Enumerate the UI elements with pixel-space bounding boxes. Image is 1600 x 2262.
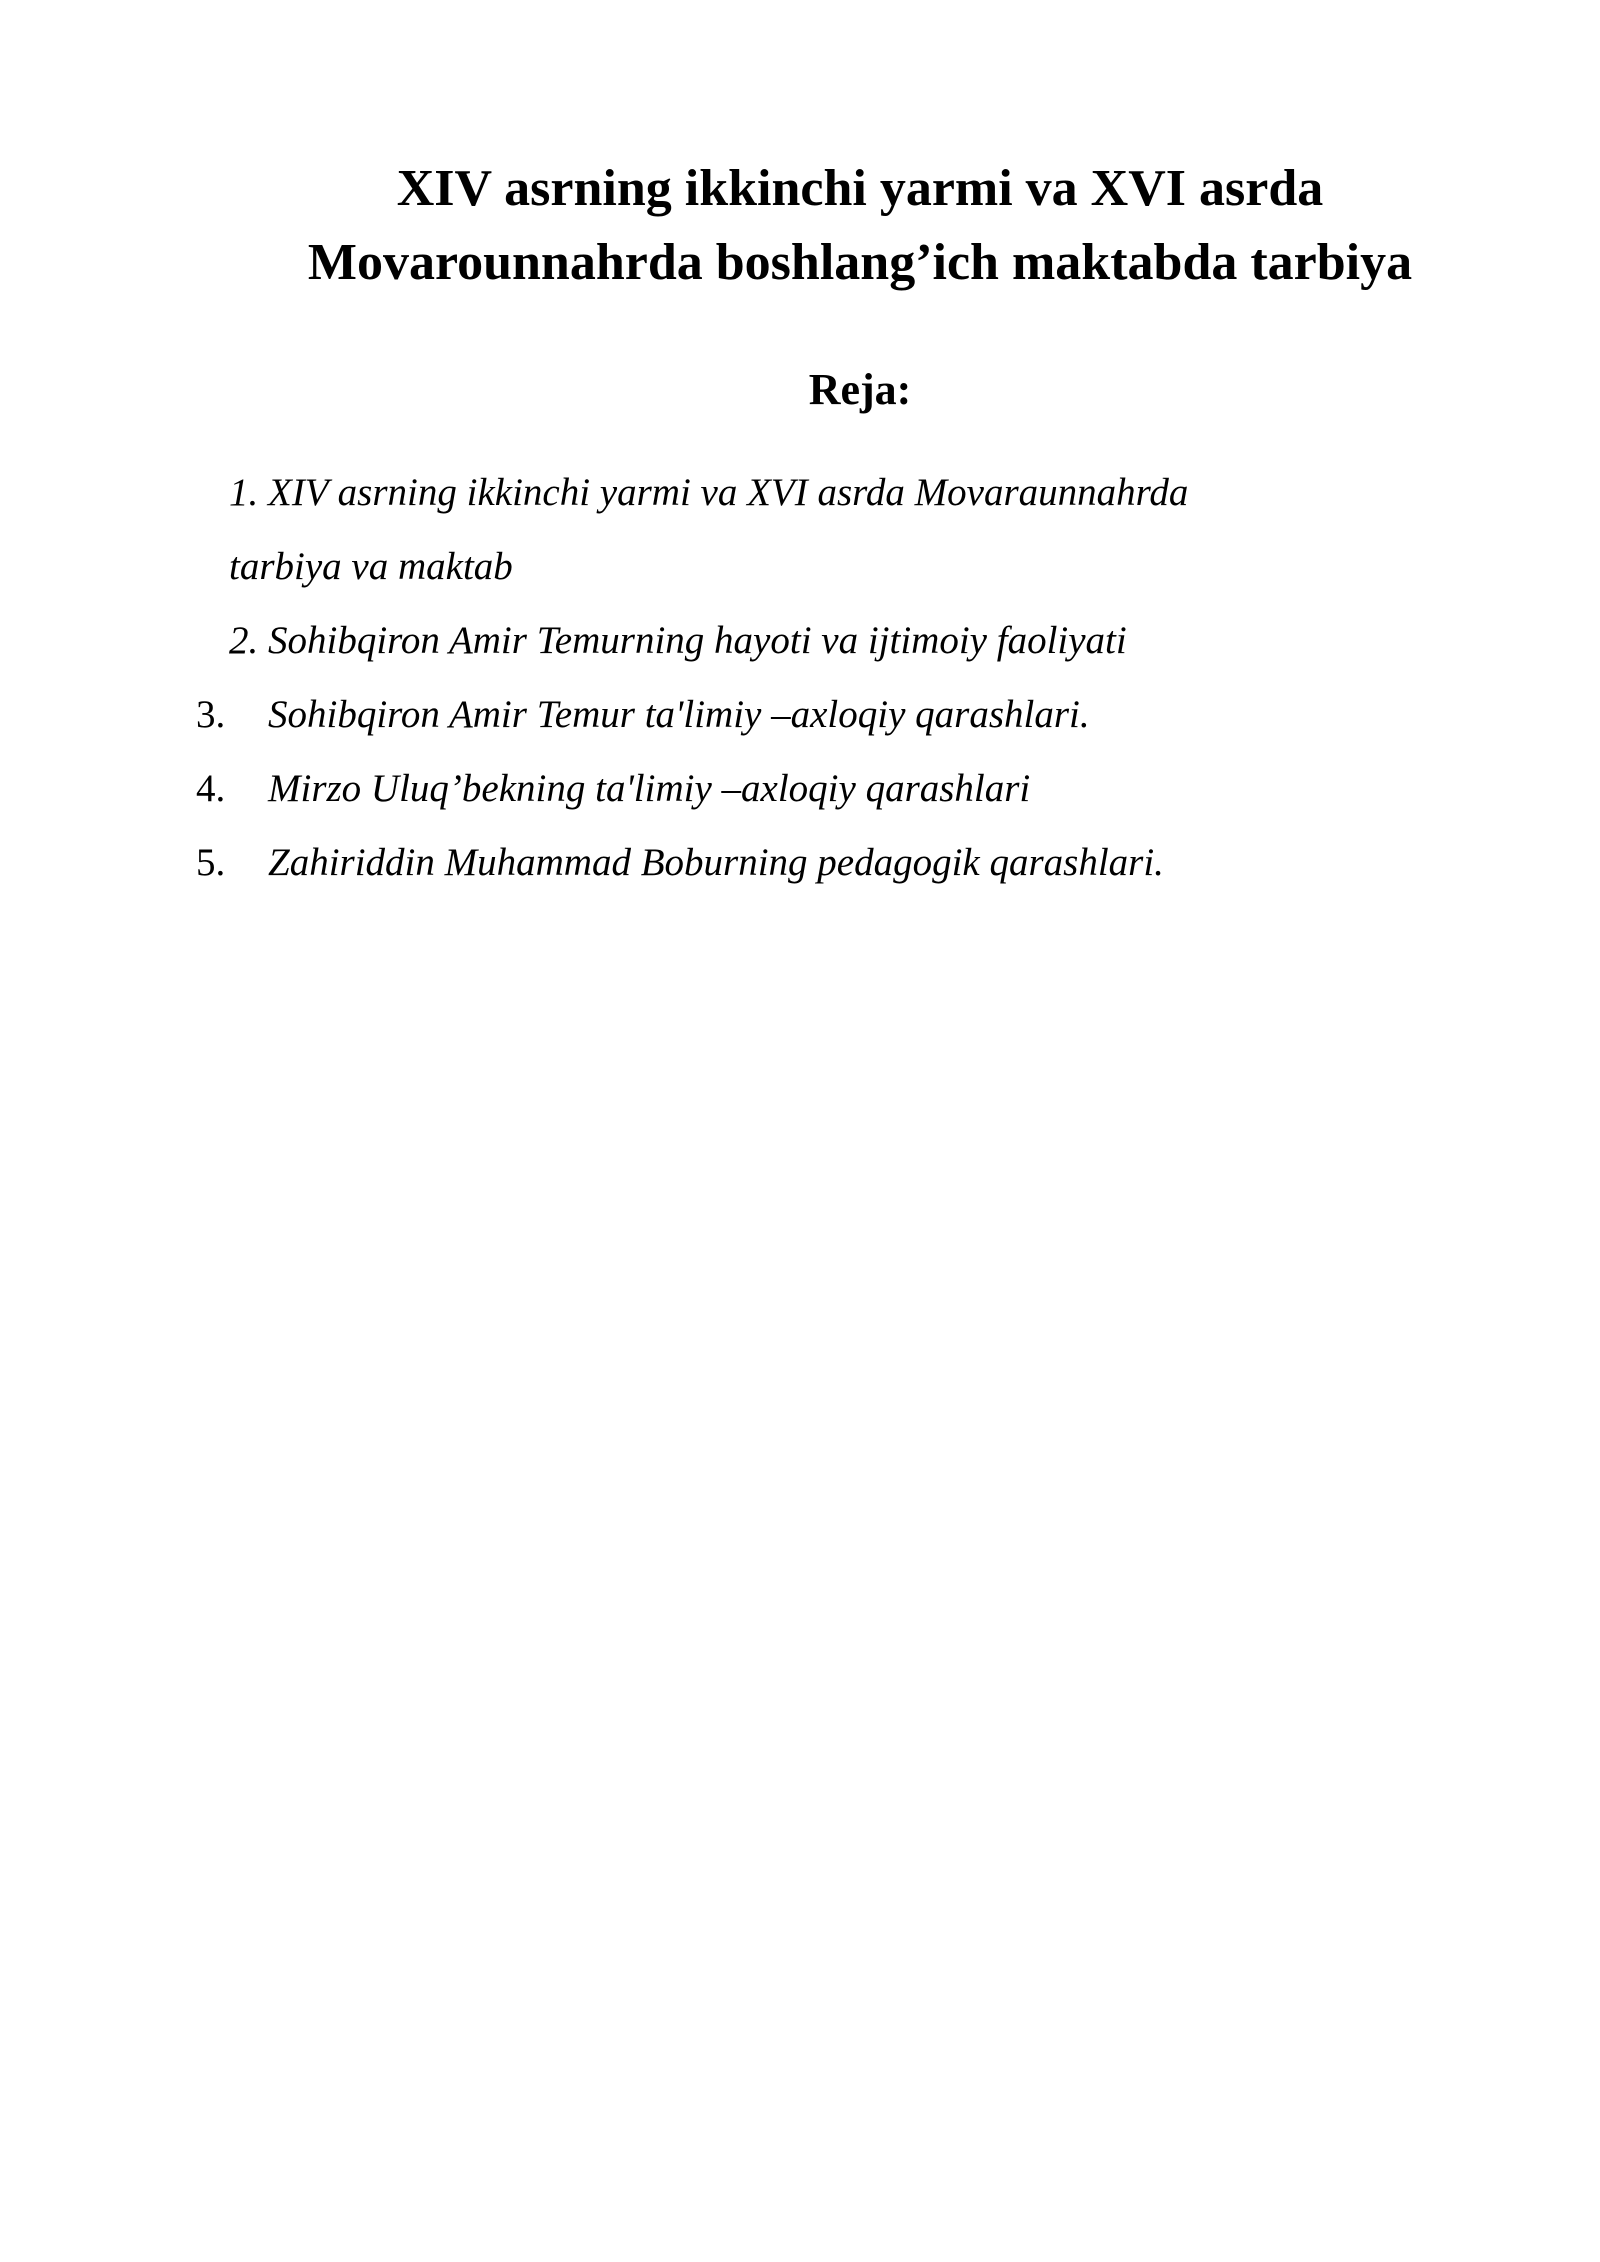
plan-item-3: Sohibqiron Amir Temur ta'limiy –axloqiy qarashlari. [268, 693, 1090, 736]
plan-heading: Reja: [808, 365, 912, 414]
plan-item-5-number: 5. [196, 841, 226, 884]
plan-item-3-number: 3. [196, 693, 226, 736]
title-line-1: XIV asrning ikkinchi yarmi va XVI asrda [396, 160, 1324, 217]
plan-item-5: Zahiriddin Muhammad Boburning pedagogik qarashlari. [268, 841, 1164, 884]
document-title [200, 152, 1520, 300]
plan-item-1-line-2: tarbiya va maktab [229, 545, 513, 588]
plan-item-4: Mirzo Uluq’bekning ta'limiy –axloqiy qarashlari [268, 767, 1031, 810]
title-line-2: Movarounnahrda boshlang’ich maktabda tarbiya [307, 234, 1413, 291]
plan-item-1-line-1: 1. XIV asrning ikkinchi yarmi va XVI asrda Movaraunnahrda [229, 471, 1189, 514]
plan-item-4-number: 4. [196, 767, 226, 810]
plan-item-2: 2. Sohibqiron Amir Temurning hayoti va ijtimoiy faoliyati [229, 619, 1127, 662]
